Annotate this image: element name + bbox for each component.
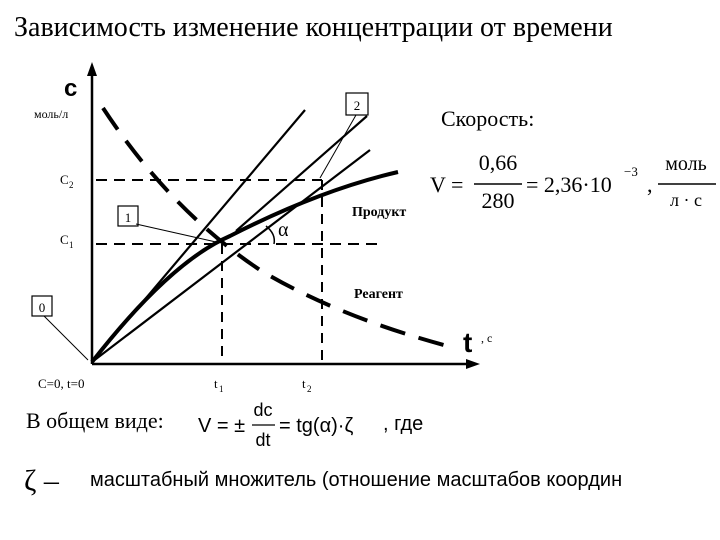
speed-v: V = — [430, 172, 464, 197]
marker-2-leader — [320, 115, 356, 178]
y-axis-unit: моль/л — [34, 107, 69, 121]
zeta-symbol: ζ – — [24, 464, 59, 497]
y-axis-arrow — [87, 62, 97, 76]
origin-label: C=0, t=0 — [38, 376, 85, 391]
t2-subscript: 2 — [307, 384, 312, 394]
general-v: V = ± — [198, 415, 246, 437]
speed-unit-numerator: моль — [665, 153, 707, 175]
where-label: , где — [383, 413, 424, 435]
product-label: Продукт — [352, 205, 407, 220]
c2-label: C — [60, 172, 69, 187]
reagent-label: Реагент — [354, 287, 403, 302]
marker-1-label: 1 — [124, 210, 132, 225]
tangent-line-1 — [92, 150, 370, 362]
zeta-definition: масштабный множитель (отношение масштабов координ — [90, 469, 623, 491]
alpha-label: α — [278, 219, 289, 241]
general-dt: dt — [255, 430, 271, 450]
c1-subscript: 1 — [69, 240, 74, 250]
speed-comma: , — [647, 172, 653, 197]
general-rhs: = tg(α)·ζ — [279, 415, 354, 437]
x-axis-arrow — [466, 359, 480, 369]
speed-exponent: −3 — [624, 164, 638, 179]
t2-label: t — [302, 376, 306, 391]
x-axis-unit: , c — [481, 331, 493, 345]
tangent-line-2 — [236, 116, 367, 231]
speed-numerator: 0,66 — [478, 150, 518, 175]
general-dc: dc — [253, 400, 273, 420]
speed-label: Скорость: — [441, 106, 535, 131]
x-axis-symbol: t — [463, 327, 473, 358]
marker-0-label: 0 — [38, 300, 46, 315]
marker-2-label: 2 — [353, 98, 361, 113]
speed-unit-denominator: л · с — [670, 190, 702, 210]
y-axis-symbol: c — [64, 75, 78, 102]
t1-subscript: 1 — [219, 384, 224, 394]
t1-label: t — [214, 376, 218, 391]
general-form-label: В общем виде: — [26, 408, 164, 433]
product-curve — [92, 172, 398, 362]
marker-0-leader — [44, 316, 88, 360]
c2-subscript: 2 — [69, 180, 74, 190]
page-title: Зависимость изменение концентрации от времени — [14, 12, 613, 43]
marker-1-leader — [136, 224, 216, 242]
c1-label: C — [60, 232, 69, 247]
speed-denominator: 280 — [481, 188, 515, 213]
speed-result: = 2,36·10 — [526, 172, 612, 197]
